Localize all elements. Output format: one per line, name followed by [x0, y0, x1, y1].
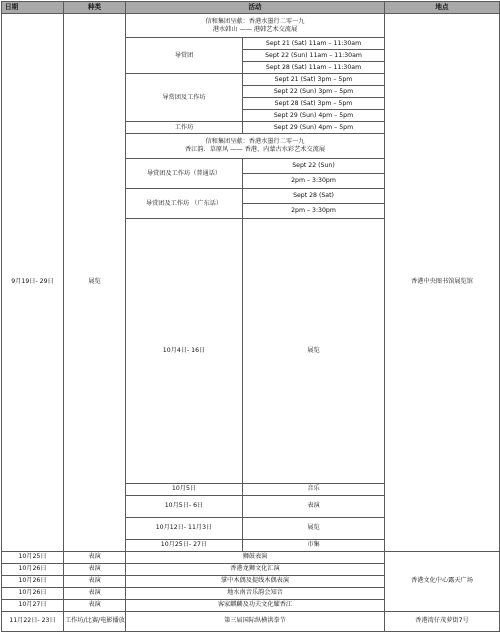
row-kind: 工作坊/比赛/电影播放 — [64, 611, 126, 631]
table-row — [2, 611, 500, 631]
row-kind: 表演 — [64, 551, 126, 563]
table-row — [2, 551, 500, 563]
row-activity: 狮鼓表演 — [126, 551, 385, 563]
row-date: 10月25日 — [2, 551, 64, 563]
ws-time: Sept 29 (Sun) 4pm – 5pm — [243, 122, 385, 134]
header-date: 日期 — [2, 2, 64, 14]
events-table — [1, 1, 500, 552]
mandarin-tour-date: Sept 22 (Sun) — [243, 159, 385, 174]
row-kind: 表演 — [243, 495, 385, 517]
sept-date: 9月19日- 29日 — [2, 14, 64, 552]
row-date: 10月26日 — [2, 575, 64, 587]
row-date: 10月4日- 16日 — [126, 219, 243, 484]
row-date: 10月12日- 11月3日 — [126, 517, 243, 539]
row-kind: 表演 — [64, 599, 126, 611]
tourws-time: Sept 22 (Sun) 3pm – 5pm — [243, 86, 385, 98]
row-date: 10月25日- 27日 — [126, 539, 243, 551]
row-kind: 展览 — [243, 219, 385, 484]
sept-show1-title: 信和集团呈献：香港水墨行二零一九 港水韩山 —— 港韩艺术交流展 — [126, 14, 385, 38]
sept-kind: 展览 — [64, 14, 126, 552]
row-activity: 客家麒麟及功夫文化耀香江 — [126, 599, 385, 611]
header-kind: 种类 — [64, 2, 126, 14]
row-kind: 表演 — [64, 587, 126, 599]
sept-show2-title: 信和集团呈献：香港水墨行二零一九 香江韵．草原风 —— 香港、内蒙古水彩艺术交流展 — [126, 134, 385, 159]
header-row — [2, 2, 500, 14]
row-kind: 表演 — [64, 563, 126, 575]
row-kind: 音乐 — [243, 483, 385, 495]
row-location: 香港湾仔茂萝街7号 — [385, 611, 500, 631]
table-row — [2, 14, 500, 38]
row-activity: 地水南音乐韵会知音 — [126, 587, 385, 599]
row-date: 10月26日 — [2, 563, 64, 575]
tour-time: Sept 21 (Sat) 11am – 11:30am — [243, 38, 385, 50]
tourws-time: Sept 28 (Sat) 3pm – 5pm — [243, 98, 385, 110]
tour-time: Sept 28 (Sat) 11am – 11:30am — [243, 62, 385, 74]
row-kind: 展览 — [243, 517, 385, 539]
row-activity: 香港龙狮文化汇演 — [126, 563, 385, 575]
ws-label: 工作坊 — [126, 122, 243, 134]
tourws-label: 导赏团及工作坊 — [126, 74, 243, 122]
row-date: 10月5日- 6日 — [126, 495, 243, 517]
row-kind: 表演 — [64, 575, 126, 587]
row-date: 10月26日 — [2, 587, 64, 599]
row-activity: 掌中木偶及提线木偶表演 — [126, 575, 385, 587]
tour-time: Sept 22 (Sun) 11am – 11:30am — [243, 50, 385, 62]
header-activity: 活动 — [126, 2, 385, 14]
cantonese-tour-date: Sept 28 (Sat) — [243, 189, 385, 204]
header-location: 地点 — [385, 2, 500, 14]
mandarin-tour-label: 导赏团及工作坊（普通话） — [126, 159, 243, 189]
tourws-time: Sept 21 (Sat) 3pm – 5pm — [243, 74, 385, 86]
events-table-continued — [1, 551, 500, 632]
tour-label: 导赏团 — [126, 38, 243, 74]
tourws-time: Sept 29 (Sun) 4pm – 5pm — [243, 110, 385, 122]
row-date: 10月27日 — [2, 599, 64, 611]
row-kind: 市集 — [243, 539, 385, 551]
perf-location: 香港文化中心露天广场 — [385, 551, 500, 611]
mandarin-tour-time: 2pm – 3:30pm — [243, 174, 385, 189]
row-activity: 第三届国际纵横洪拳节 — [126, 611, 385, 631]
row-date: 10月5日 — [126, 483, 243, 495]
cantonese-tour-label: 导赏团及工作坊 （广东话） — [126, 189, 243, 219]
sept-location: 香港中央图书馆展览馆 — [385, 14, 500, 552]
row-date: 11月22日- 23日 — [2, 611, 64, 631]
cantonese-tour-time: 2pm – 3:30pm — [243, 204, 385, 219]
